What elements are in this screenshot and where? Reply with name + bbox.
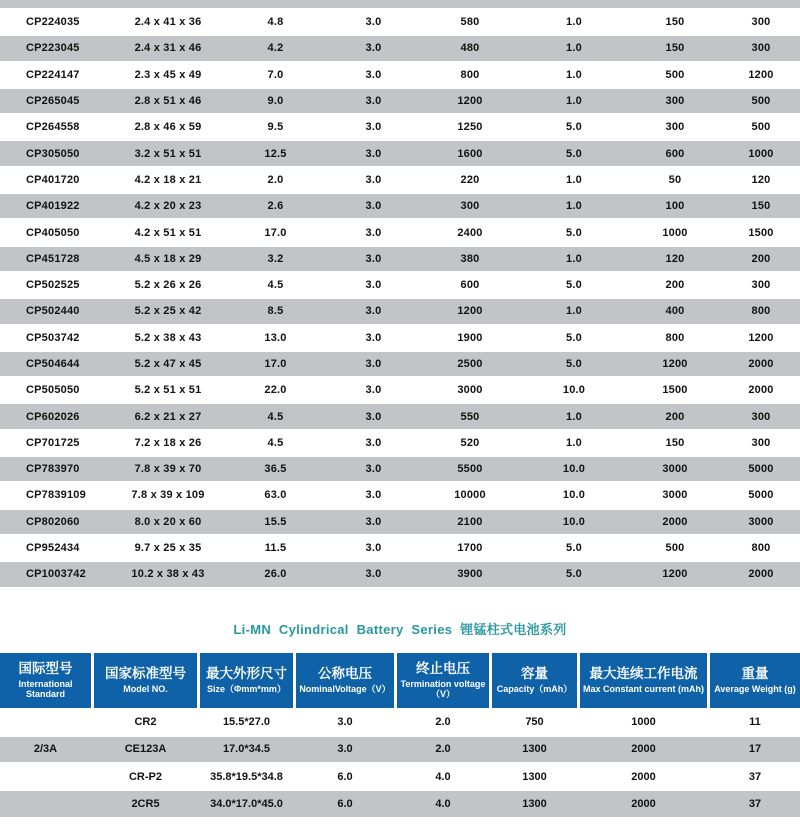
table-row [0,708,800,735]
table-cell: 1200 [748,68,774,81]
table-cell: 2000 [748,384,774,397]
table-cell: 2.3 x 45 x 49 [134,68,202,81]
table-cell: 5000 [748,463,774,476]
table-cell: 5.0 [566,358,582,370]
table-cell: 1.0 [566,42,582,55]
table-cell: CP504644 [26,358,80,370]
table-cell: CR-P2 [128,770,162,783]
table-cell: 2000 [631,743,656,756]
table-cell: 3.0 [365,95,382,108]
limn-table-rows [0,708,800,817]
table-cell: 5.0 [566,331,582,344]
table-cell: 4.5 [267,436,284,449]
table-cell: 9.7 x 25 x 35 [134,542,202,555]
table-cell: CP264558 [26,121,80,134]
table-cell: 3.0 [337,743,353,756]
table-cell: CP503742 [26,331,80,344]
table-cell: 150 [665,436,685,449]
table-cell: CP783970 [26,463,80,476]
limn-header-cell [397,653,489,708]
table-cell: 37 [748,798,762,811]
table-cell: 5.2 x 47 x 45 [134,358,202,370]
table-cell: 2000 [748,358,774,370]
table-row [0,36,800,62]
table-cell: 400 [665,305,685,318]
table-cell: 6.0 [337,770,353,783]
table-cell [628,0,722,2]
table-row [0,789,800,816]
table-cell: 4.0 [435,798,451,811]
table-cell: 3.0 [365,279,382,292]
table-cell: 35.8*19.5*34.8 [210,770,283,783]
table-cell: 2.8 x 51 x 46 [134,95,202,108]
table-cell: 17.0*34.5 [222,743,271,756]
table-cell: 1000 [748,147,774,160]
table-cell: 100 [665,200,685,213]
table-cell: 5.0 [566,226,582,239]
table-cell: 10.2 x 38 x 43 [131,568,205,581]
table-cell [0,0,112,2]
table-row [0,0,800,10]
table-cell: 22.0 [264,384,287,397]
table-cell: CP405050 [26,226,80,239]
table-cell: 6.0 [337,798,353,811]
table-cell: 3000 [748,515,774,528]
header-label-zh: 国际型号 [18,661,73,677]
table-cell: 800 [460,68,480,81]
header-label-zh: 最大连续工作电流 [589,666,698,682]
table-cell: 1300 [522,743,547,756]
table-cell: 580 [460,16,480,29]
table-cell: 3.0 [365,489,382,502]
table-cell: 150 [665,16,685,29]
header-label-zh: 终止电压 [416,661,470,677]
table-cell: 1.0 [566,16,582,29]
table-cell: 3.0 [365,331,382,344]
table-cell: 6.2 x 21 x 27 [134,410,202,423]
table-row [0,273,800,299]
table-cell: CP7839109 [26,489,86,502]
table-cell: CP602026 [26,410,80,423]
table-cell: 3.0 [365,252,382,265]
table-cell: 2500 [457,358,483,370]
table-cell: 1200 [748,331,774,344]
table-cell: 7.8 x 39 x 109 [131,489,205,502]
table-cell: CP451728 [26,252,80,265]
table-cell: 1200 [662,358,688,370]
table-cell: 2/3A [33,743,58,756]
table-cell: 1.0 [566,68,582,81]
table-cell: 3.0 [365,358,382,370]
table-cell: 3.2 x 51 x 51 [134,147,202,160]
table-cell: 300 [460,200,480,213]
table-cell [722,0,800,2]
table-cell: 10000 [454,489,486,502]
table-cell: 520 [460,436,480,449]
table-cell: 120 [751,173,771,186]
table-cell: CP224035 [26,16,80,29]
table-cell: CP224147 [26,68,80,81]
table-cell: 7.0 [267,68,284,81]
header-label-zh: 重量 [741,666,769,682]
table-cell: 300 [751,279,771,292]
table-cell: 1.0 [566,410,582,423]
table-cell: 17.0 [264,226,287,239]
table-cell [112,0,224,2]
table-cell: 5500 [457,463,483,476]
table-cell: 9.5 [267,121,284,134]
header-label-en: Model NO. [123,683,168,694]
table-cell: 1.0 [566,173,582,186]
table-cell: 3.0 [365,463,382,476]
limn-header-cell [580,653,707,708]
table-cell: 37 [748,770,762,783]
table-cell: 10.0 [562,515,586,528]
table-cell: 1000 [662,226,688,239]
table-cell: 1200 [662,568,688,581]
table-cell: 1300 [522,770,547,783]
table-cell: 3000 [662,463,688,476]
table-cell: 200 [751,252,771,265]
table-cell: 10.0 [562,463,586,476]
table-cell: 1500 [748,226,774,239]
table-cell: 63.0 [264,489,287,502]
table-cell: 600 [460,279,480,292]
table-cell [327,0,420,2]
table-cell: 1.0 [566,252,582,265]
table-cell: 3.0 [365,515,382,528]
table-cell: 1000 [631,716,656,729]
table-cell: 3.0 [365,305,382,318]
table-cell: 500 [751,95,771,108]
table-cell: CP401922 [26,200,80,213]
table-cell: 2.4 x 31 x 46 [134,42,202,55]
table-cell: 1200 [457,95,483,108]
table-cell: 2.0 [267,173,284,186]
table-cell: 5000 [748,489,774,502]
header-label-zh: 容量 [521,666,548,682]
table-row [0,141,800,167]
table-cell: 4.2 [267,42,284,55]
table-cell: 1.0 [566,305,582,318]
table-cell: 300 [665,95,685,108]
table-cell: 200 [665,279,685,292]
table-cell: 3000 [662,489,688,502]
table-cell: 3.0 [365,68,382,81]
table-cell: 9.0 [267,95,284,108]
header-label-en: Average Weight (g) [714,683,796,694]
table-cell: CR2 [134,716,157,729]
table-cell: CP802060 [26,515,80,528]
table-cell: 750 [525,716,544,729]
table-cell: 5.2 x 51 x 51 [134,384,202,397]
table-cell: 34.0*17.0*45.0 [210,798,283,811]
table-cell: 3.0 [337,716,353,729]
table-cell: 480 [460,42,480,55]
table-row [0,63,800,89]
table-cell: 7.8 x 39 x 70 [134,463,202,476]
table-cell: 1.0 [566,95,582,108]
limn-header-cell [296,653,394,708]
table-cell: 3.0 [365,200,382,213]
table-cell: 13.0 [264,331,287,344]
table-cell: 2000 [662,515,688,528]
table-cell: 150 [751,200,771,213]
table-cell: 4.2 x 20 x 23 [134,200,202,213]
table-row [0,10,800,36]
table-cell: 3.0 [365,121,382,134]
table-cell: 3.0 [365,568,382,581]
table-cell: 5.0 [566,279,582,292]
table-cell: 500 [665,542,685,555]
limn-header-cell [492,653,577,708]
table-cell: CE123A [124,743,167,756]
table-cell [520,0,628,2]
table-cell: 4.5 x 18 x 29 [134,252,202,265]
table-cell: 4.5 [267,410,284,423]
table-row [0,510,800,536]
table-cell [420,0,520,2]
limn-header-cell [710,653,800,708]
table-cell: 2100 [457,515,483,528]
table-cell: 800 [751,305,771,318]
table-row [0,299,800,325]
table-cell: CP265045 [26,95,80,108]
limn-section-title: Li-MN Cylindrical Battery Series 锂锰柱式电池系列 [233,621,567,637]
table-cell: 300 [751,42,771,55]
table-cell: 5.0 [566,542,582,555]
limn-header-cell [94,653,197,708]
table-cell: 12.5 [264,147,287,160]
header-label-en: Size（Φmm*mm） [207,683,286,694]
table-cell: 1.0 [566,436,582,449]
table-row [0,115,800,141]
table-cell: 1700 [457,542,483,555]
table-cell: CP305050 [26,147,80,160]
table-cell: 10.0 [562,384,586,397]
table-cell: 3.0 [365,147,382,160]
table-cell: 500 [665,68,685,81]
table-row [0,457,800,483]
limn-header-cell [200,653,293,708]
header-label-zh: 公称电压 [318,666,372,682]
table-row [0,168,800,194]
table-cell [224,0,327,2]
table-cell: 7.2 x 18 x 26 [134,436,202,449]
table-cell: 300 [751,16,771,29]
table-cell: 3.0 [365,384,382,397]
table-cell: 3.0 [365,436,382,449]
table-cell: CP502440 [26,305,80,318]
table-cell: 1.0 [566,200,582,213]
table-cell: CP223045 [26,42,80,55]
table-cell: 4.2 x 51 x 51 [134,226,202,239]
table-cell: 11.5 [264,542,287,555]
table-cell: 300 [751,410,771,423]
table-cell: 1600 [457,147,483,160]
table-cell: 5.2 x 38 x 43 [134,331,202,344]
table-cell: 2400 [457,226,483,239]
table-cell: 3.0 [365,42,382,55]
table-cell: 8.0 x 20 x 60 [134,515,202,528]
table-cell: 2.0 [435,716,451,729]
table-row [0,378,800,404]
table-row [0,247,800,273]
table-cell: 8.5 [267,305,284,318]
table-row [0,536,800,562]
limn-header-cell [0,653,91,708]
table-cell: CP505050 [26,384,80,397]
header-label-zh: 最大外形尺寸 [206,666,287,682]
table-cell: 220 [460,173,480,186]
table-cell: 2000 [748,568,774,581]
table-cell: 300 [665,121,685,134]
table-cell: 17.0 [264,358,287,370]
table-cell: 2.4 x 41 x 36 [134,16,202,29]
table-cell: 11 [749,716,761,729]
table-cell: 3.0 [365,410,382,423]
table-cell: 50 [668,173,682,186]
table-row [0,326,800,352]
table-cell: 600 [665,147,685,160]
table-cell: 5.2 x 25 x 42 [134,305,202,318]
table-cell: 4.5 [267,279,284,292]
table-row [0,220,800,246]
table-cell: 3900 [457,568,483,581]
table-cell: 5.0 [566,568,582,581]
table-row [0,735,800,762]
table-cell: 300 [751,436,771,449]
table-cell: 2.6 [267,200,284,213]
table-cell: 5.0 [566,121,582,134]
table-cell: CP502525 [26,279,80,292]
table-row [0,352,800,378]
table-cell: 3.0 [365,542,382,555]
table-cell: 1900 [457,331,483,344]
table-cell: 3.0 [365,226,382,239]
table-cell: 3.0 [365,173,382,186]
table-cell: 1500 [662,384,688,397]
table-cell: 1300 [522,798,547,811]
header-label-en: Termination voltage（V） [400,678,486,699]
table-cell: CP952434 [26,542,80,555]
table-cell: 2000 [631,770,656,783]
header-label-en: Capacity（mAh） [496,683,573,694]
header-label-zh: 国家标准型号 [105,666,186,682]
table-cell: 36.5 [264,463,287,476]
table-cell: 500 [751,121,771,134]
header-label-en: Max Constant current (mAh) [582,683,704,694]
table-cell: 200 [665,410,685,423]
table-cell: 120 [665,252,685,265]
table-cell: 2.8 x 46 x 59 [134,121,202,134]
table-cell: 17 [748,743,762,756]
header-label-en: NominalVoltage（V） [299,683,391,694]
table-cell: 2CR5 [131,798,160,811]
table-cell: 15.5*27.0 [222,716,271,729]
table-cell: 800 [665,331,685,344]
table-cell: 1200 [457,305,483,318]
table-cell: 4.0 [435,770,451,783]
table-row [0,483,800,509]
limn-table-header-row [0,653,800,708]
limn-battery-spec-table [0,653,800,817]
table-row [0,89,800,115]
table-cell: 3.0 [365,16,382,29]
table-cell: 3.2 [267,252,284,265]
table-cell: CP401720 [26,173,80,186]
table-row [0,431,800,457]
table-cell: 1250 [457,121,483,134]
table-cell: CP1003742 [26,568,86,581]
table-cell: 380 [460,252,480,265]
table-cell: 5.2 x 26 x 26 [134,279,202,292]
table-cell: 26.0 [264,568,287,581]
header-label-en: International Standard [18,678,73,699]
table-row [0,562,800,588]
table-row [0,194,800,220]
table-cell: 550 [460,410,480,423]
table-cell: 15.5 [264,515,287,528]
table-cell: 4.2 x 18 x 21 [134,173,202,186]
table-cell: 800 [751,542,771,555]
table-cell: 150 [665,42,685,55]
table-cell: CP701725 [26,436,80,449]
table-cell: 3000 [457,384,483,397]
table-cell: 2.0 [435,743,451,756]
table-cell: 5.0 [566,147,582,160]
table-cell: 4.8 [267,16,284,29]
table-cell: 2000 [631,798,656,811]
table-row [0,404,800,430]
table-cell: 10.0 [562,489,586,502]
table-row [0,762,800,789]
